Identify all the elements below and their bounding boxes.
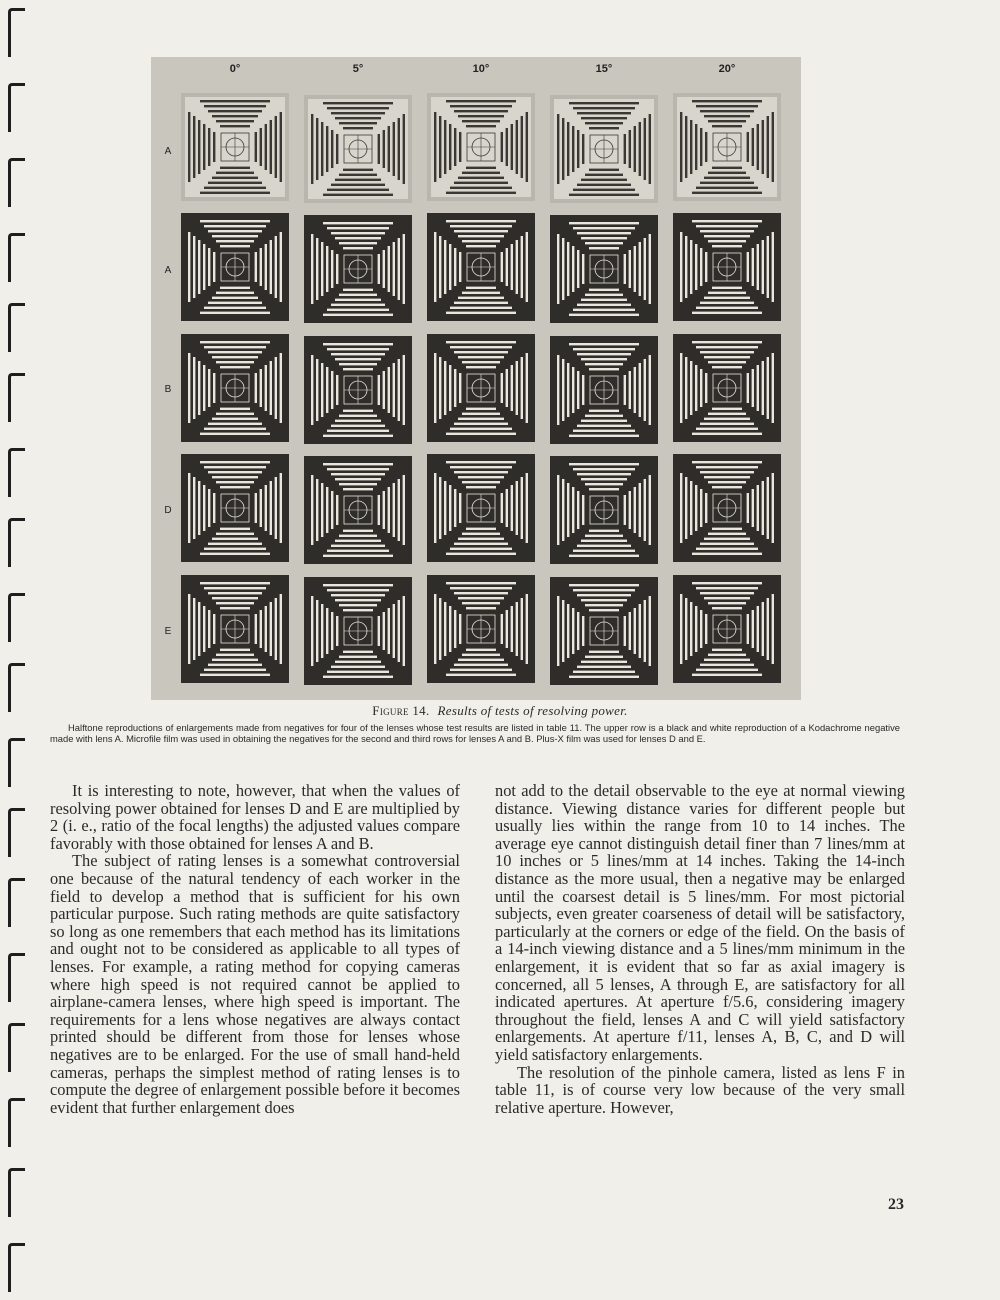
test-chart-tile — [181, 93, 289, 201]
binding-ring — [8, 233, 25, 282]
resolution-target-image — [554, 460, 654, 560]
test-chart-tile — [673, 213, 781, 321]
binding-ring — [8, 518, 25, 567]
binding-ring — [8, 878, 25, 927]
test-chart-tile — [550, 336, 658, 444]
column-label: 10° — [472, 63, 490, 75]
binding-ring — [8, 1243, 25, 1292]
paragraph: It is interesting to note, however, that when the values of resolving power obtained for lenses D and E are multiplied by 2 (i. e., ratio of the focal lengths) the adjusted values compare favorably with those obtained for lenses A and B. — [50, 781, 460, 853]
figure-note: Halftone reproductions of enlargements made from negatives for four of the lenses whose test results are listed in table 11. The upper row is a black and white reproduction of a Kodachrome negative made with lens A. Microfile film was used in obtaining the negatives for the second and third rows for lenses A and B. Plus-X film was used for lenses D and E. — [50, 722, 900, 744]
resolution-target-image — [431, 338, 531, 438]
test-chart-tile — [673, 454, 781, 562]
test-chart-tile — [304, 95, 412, 203]
resolution-target-image — [677, 97, 777, 197]
resolution-target-image — [554, 99, 654, 199]
binding-ring — [8, 1023, 25, 1072]
figure-number: Figure 14. — [372, 703, 430, 718]
binding-ring — [8, 593, 25, 642]
test-chart-tile — [550, 577, 658, 685]
binding-ring — [8, 8, 25, 57]
test-chart-tile — [550, 456, 658, 564]
resolution-target-image — [308, 581, 408, 681]
test-chart-tile — [304, 215, 412, 323]
test-chart-tile — [304, 456, 412, 564]
test-chart-tile — [304, 336, 412, 444]
figure-plate — [151, 57, 801, 700]
resolution-target-image — [554, 581, 654, 681]
test-chart-tile — [427, 334, 535, 442]
resolution-target-image — [308, 99, 408, 199]
spiral-binding — [0, 0, 40, 1300]
resolution-target-image — [431, 97, 531, 197]
row-label: B — [164, 384, 172, 395]
resolution-target-image — [431, 458, 531, 558]
test-chart-tile — [427, 213, 535, 321]
binding-ring — [8, 808, 25, 857]
figure-caption — [0, 703, 1000, 719]
row-label: A — [164, 146, 172, 157]
binding-ring — [8, 1098, 25, 1147]
figure-title: Results of tests of resolving power. — [437, 703, 628, 718]
resolution-target-image — [554, 340, 654, 440]
test-chart-tile — [427, 454, 535, 562]
test-chart-tile — [181, 213, 289, 321]
test-chart-tile — [181, 454, 289, 562]
paragraph: not add to the detail observable to the eye at normal viewing distance. Viewing distance varies for different people but usually lies within the range from 10 to 14 inches. The average eye cannot distinguish detail finer than 7 lines/mm at 10 inches or 5 lines/mm at 14 inches. Taking the 14-inch distance as the more usual, then a negative may be enlarged until the coarsest detail is 5 lines/mm. For most pictorial subjects, even greater coarseness of detail will be satisfactory, particularly at the corners or edge of the field. On the basis of a 14-inch viewing distance and a 5 lines/mm minimum in the enlargement, it is evident that so far as axial imagery is concerned, all 5 lenses, A through E, are satisfactory for all indicated apertures. At aperture f/5.6, considering imagery throughout the field, lenses A and C will yield satisfactory enlargements. At aperture f/11, lenses A, B, C, and D will yield satisfactory enlargements. — [495, 781, 905, 1064]
test-chart-tile — [304, 577, 412, 685]
left-column — [50, 782, 460, 1116]
page-number: 23 — [888, 1196, 904, 1213]
binding-ring — [8, 373, 25, 422]
column-label: 0° — [229, 63, 241, 75]
resolution-target-image — [308, 340, 408, 440]
resolution-target-image — [677, 458, 777, 558]
binding-ring — [8, 448, 25, 497]
binding-ring — [8, 83, 25, 132]
resolution-target-image — [677, 338, 777, 438]
resolution-target-image — [185, 458, 285, 558]
test-chart-tile — [181, 334, 289, 442]
resolution-target-image — [431, 579, 531, 679]
binding-ring — [8, 738, 25, 787]
column-label: 20° — [718, 63, 736, 75]
resolution-target-image — [677, 579, 777, 679]
column-label: 15° — [595, 63, 613, 75]
resolution-target-image — [185, 338, 285, 438]
test-chart-tile — [427, 93, 535, 201]
test-chart-tile — [550, 215, 658, 323]
binding-ring — [8, 158, 25, 207]
test-chart-tile — [427, 575, 535, 683]
resolution-target-image — [185, 217, 285, 317]
paragraph: The resolution of the pinhole camera, listed as lens F in table 11, is of course very low because of the very small relative aperture. However, — [495, 1062, 905, 1117]
resolution-target-image — [308, 460, 408, 560]
binding-ring — [8, 953, 25, 1002]
row-label: E — [164, 626, 172, 637]
test-chart-tile — [181, 575, 289, 683]
test-chart-tile — [673, 93, 781, 201]
resolution-target-image — [677, 217, 777, 317]
right-column — [495, 782, 905, 1116]
binding-ring — [8, 1168, 25, 1217]
test-chart-tile — [673, 334, 781, 442]
row-label: A — [164, 265, 172, 276]
resolution-target-image — [554, 219, 654, 319]
test-chart-tile — [550, 95, 658, 203]
test-chart-tile — [673, 575, 781, 683]
paragraph: The subject of rating lenses is a somewhat controversial one because of the natural tendency of each worker in the field to develop a method that is sufficient for his own particular purpose. Such rating methods are quite satisfactory so long as one remembers that each method has its limitations and ought not to be considered as applicable to all types of lenses. For example, a rating method for copying cameras where high speed is not required cannot be applied to airplane-camera lenses, where high speed is important. The requirements for a lens whose negatives are always contact printed should be different from those for lenses whose negatives are to be enlarged. For the use of small hand-held cameras, perhaps the simplest method of rating lenses is to compute the degree of enlargement possible before it becomes evident that further enlargement does — [50, 851, 460, 1117]
column-label: 5° — [352, 63, 364, 75]
resolution-target-image — [431, 217, 531, 317]
resolution-target-image — [185, 97, 285, 197]
binding-ring — [8, 303, 25, 352]
resolution-target-image — [308, 219, 408, 319]
resolution-target-image — [185, 579, 285, 679]
row-label: D — [164, 505, 172, 516]
